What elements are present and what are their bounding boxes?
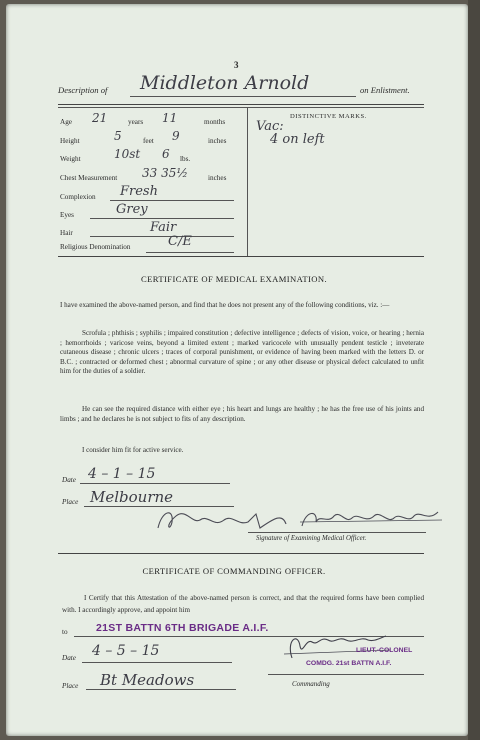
eyes-label: Eyes: [60, 211, 74, 219]
chest-value: 33 35½: [142, 166, 188, 180]
commanding-signature-rule: [268, 674, 424, 675]
table-top-rule-2: [58, 107, 424, 108]
weight-label: Weight: [60, 155, 81, 163]
medical-intro: I have examined the above-named person, and find that he does not present any of the following conditions, viz. :—: [60, 301, 390, 309]
commanding-officer-signature: [282, 628, 392, 662]
religion-label: Religious Denomination: [60, 243, 131, 251]
commanding-place-label: Place: [62, 682, 79, 690]
hair-value: Fair: [150, 220, 177, 235]
complexion-label: Complexion: [60, 193, 96, 201]
commanding-heading: CERTIFICATE OF COMMANDING OFFICER.: [142, 566, 326, 576]
rank-stamp-line-1: LIEUT.-COLONEL: [356, 647, 413, 654]
hair-rule: [90, 236, 234, 237]
medical-conditions: Scrofula ; phthisis ; syphilis ; impaired constitution ; defective intelligence ; defects of vision, voice, or hearing ; hernia ; hemorrhoids ; varicose veins, beyond a limited extent ; marked varicocele with unusually pendent testicle ; inveterate cutaneous disease ; chronic ulcers ; traces of corporal punishment, or evidence of having been marked with the letters D. or B.C. ; contracted or deformed chest ; abnormal curvature of spine ; or any other disease or physical defect calculated to unfit him for the duties of a soldier.: [60, 329, 424, 376]
complexion-rule: [110, 200, 234, 201]
soldier-name: Middleton Arnold: [140, 72, 310, 94]
distinctive-line-1: Vac:: [256, 119, 284, 134]
distinctive-marks-label: DISTINCTIVE MARKS.: [290, 113, 367, 120]
commanding-place-value: Bt Meadows: [100, 671, 195, 689]
age-months-value: 11: [162, 111, 178, 125]
age-years-value: 21: [92, 111, 108, 125]
distinctive-line-2: 4 on left: [270, 132, 325, 147]
weight-stone-value: 10st: [114, 147, 141, 161]
medical-officer-signature: [152, 502, 446, 536]
religion-value: C/E: [168, 234, 192, 249]
table-bottom-rule: [58, 256, 424, 257]
commanding-date-value: 4 – 5 – 15: [92, 643, 160, 659]
months-label: months: [204, 118, 226, 126]
height-feet-value: 5: [114, 129, 122, 143]
description-prefix: Description of: [58, 85, 108, 95]
section-divider: [58, 553, 424, 554]
chest-unit: inches: [208, 174, 227, 182]
eyes-rule: [90, 218, 234, 219]
height-label: Height: [60, 137, 80, 145]
table-divider: [247, 107, 248, 257]
weight-lbs-value: 6: [162, 147, 170, 161]
feet-label: feet: [143, 137, 154, 145]
eyes-value: Grey: [116, 202, 148, 217]
medical-heading: CERTIFICATE OF MEDICAL EXAMINATION.: [141, 274, 327, 284]
medical-date-label: Date: [62, 476, 76, 484]
commanding-statement: I Certify that this Attestation of the above-named person is correct, and that the required forms have been complied with. I accordingly approve, and appoint him: [62, 594, 424, 614]
name-rule: [130, 96, 356, 97]
medical-place-label: Place: [62, 498, 79, 506]
inches-label: inches: [208, 137, 227, 145]
rank-stamp-line-2: COMDG. 21st BATTN A.I.F.: [306, 660, 392, 667]
medical-fitness: He can see the required distance with either eye ; his heart and lungs are healthy ; he has the free use of his joints and limbs ; and he declares he is not subject to fits of any description.: [60, 405, 424, 423]
height-inches-value: 9: [172, 129, 180, 143]
lbs-label: lbs.: [180, 155, 191, 163]
medical-date-rule: [80, 483, 230, 484]
commanding-date-label: Date: [62, 654, 76, 662]
complexion-value: Fresh: [120, 184, 158, 199]
signature-caption: Signature of Examining Medical Officer.: [256, 535, 367, 542]
commanding-label: Commanding: [292, 680, 330, 688]
description-suffix: on Enlistment.: [360, 85, 410, 95]
religion-rule: [146, 252, 234, 253]
chest-label: Chest Measurement: [60, 174, 118, 182]
medical-place-value: Melbourne: [90, 488, 174, 506]
unit-stamp: 21ST BATTN 6TH BRIGADE A.I.F.: [96, 622, 269, 634]
hair-label: Hair: [60, 229, 73, 237]
commanding-to-label: to: [62, 628, 68, 636]
medical-date-value: 4 – 1 – 15: [88, 466, 156, 482]
age-label: Age: [60, 118, 72, 126]
page-number: 3: [234, 60, 239, 70]
scan-edge: [468, 0, 480, 740]
commanding-date-rule: [82, 662, 232, 663]
table-top-rule: [58, 104, 424, 105]
years-label: years: [128, 118, 144, 126]
signature-rule: [248, 532, 426, 533]
medical-fit-statement: I consider him fit for active service.: [82, 446, 184, 454]
commanding-place-rule: [86, 689, 236, 690]
